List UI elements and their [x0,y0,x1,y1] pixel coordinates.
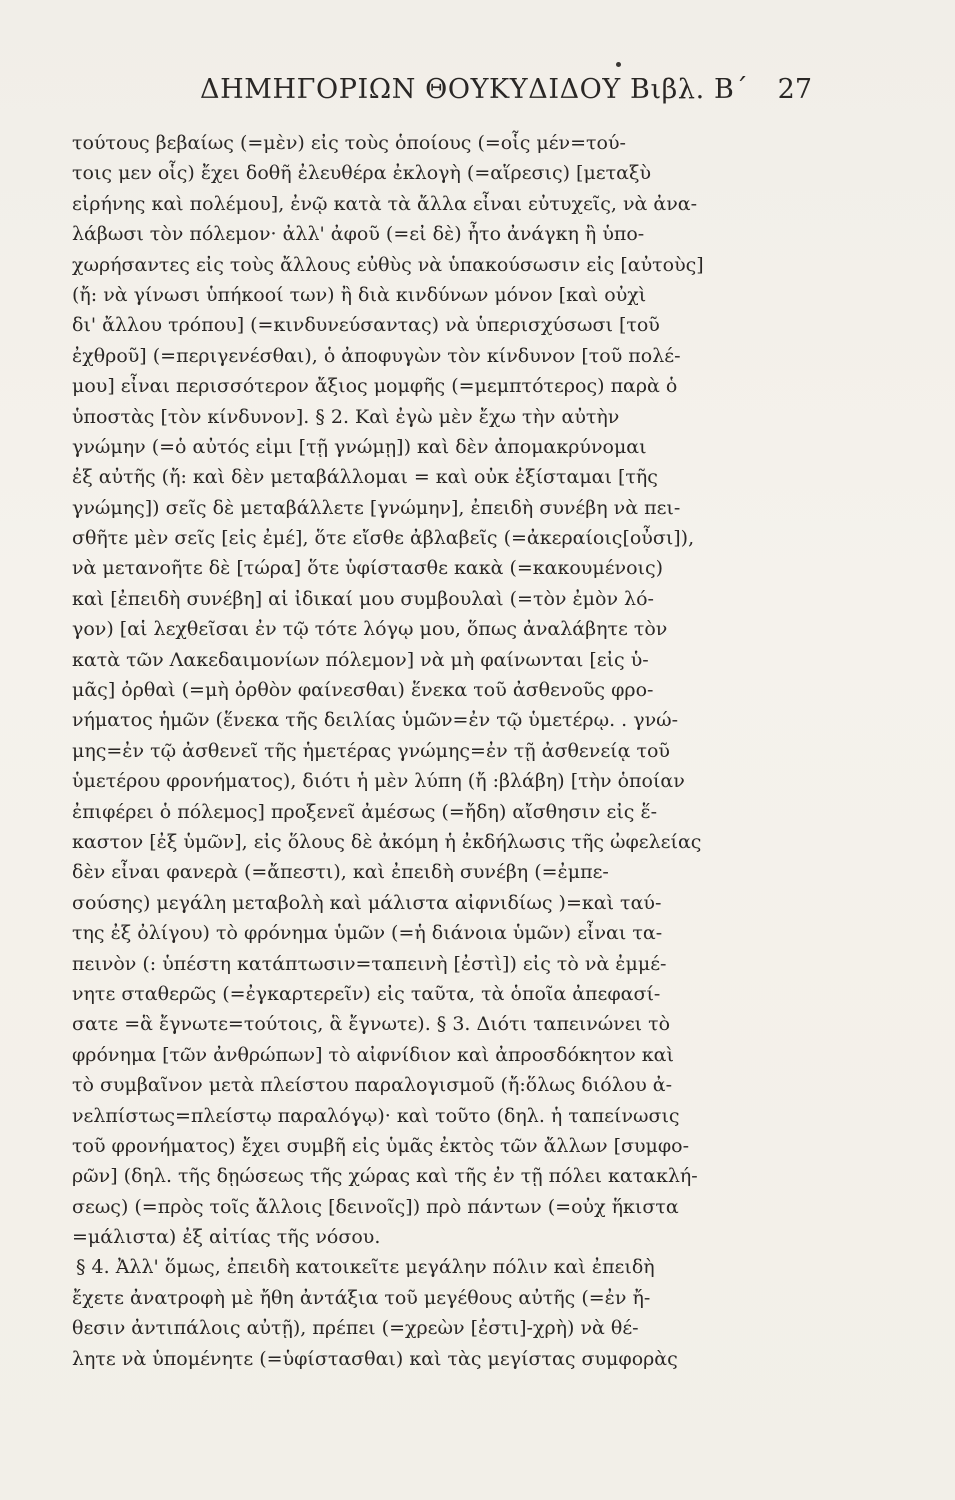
text-line: καὶ [ἐπειδὴ συνέβη] αἱ ἰδικαί μου συμβουλαὶ (=τὸν ἐμὸν λό- [72,587,654,610]
text-line: τοις μεν οἷς) ἔχει δοθῆ ἐλευθέρα ἐκλογὴ (=αἵρεσις) [μεταξὺ [72,162,652,185]
section-line: § 4. Ἀλλ' ὅμως, ἐπειδὴ κατοικεῖτε μεγάλην πόλιν καὶ ἐπειδὴ [76,1256,655,1279]
text-line: μης=ἐν τῷ ἀσθενεῖ τῆς ἡμετέρας γνώμης=ἐν τῇ ἀσθενείᾳ τοῦ [72,739,670,762]
text-line: λάβωσι τὸν πόλεμον· ἀλλ' ἀφοῦ (=εἰ δὲ) ἦτο ἀνάγκη ἢ ὑπο- [72,223,645,246]
text-line: νελπίστως=πλείστῳ παραλόγῳ)· καὶ τοῦτο (δηλ. ἡ ταπείνωσις [72,1104,680,1127]
text-line: κατὰ τῶν Λακεδαιμονίων πόλεμον] νὰ μὴ φαίνωνται [εἰς ὑ- [72,648,649,671]
text-line: τούτους βεβαίως (=μὲν) εἰς τοὺς ὁποίους (=οἷς μέν=τού- [72,132,626,154]
text-line: δὲν εἶναι φανερὰ (=ἄπεστι), καὶ ἐπειδὴ συνέβη (=ἐμπε- [72,861,609,884]
text-line: ρῶν] (δηλ. τῆς δῃώσεως τῆς χώρας καὶ τῆς ἐν τῇ πόλει κατακλή- [72,1165,698,1188]
text-line: της ἐξ ὀλίγου) τὸ φρόνημα ὑμῶν (=ἡ διάνοια ὑμῶν) εἶναι τα- [72,922,663,945]
text-line: γον) [αἱ λεχθεῖσαι ἐν τῷ τότε λόγῳ μου, ὅπως ἀναλάβητε τὸν [72,618,668,641]
text-line: νητε σταθερῶς (=ἐγκαρτερεῖν) εἰς ταῦτα, τὰ ὁποῖα ἀπεφασί- [72,982,661,1005]
text-line: νὰ μετανοῆτε δὲ [τώρα] ὅτε ὑφίστασθε κακὰ (=κακουμένοις) [72,557,664,580]
text-line: δι' ἄλλου τρόπου] (=κινδυνεύσαντας) νὰ ὑπερισχύσωσι [τοῦ [72,314,660,337]
text-line: λητε νὰ ὑπομένητε (=ὑφίστασθαι) καὶ τὰς μεγίστας συμφορὰς [72,1347,678,1370]
text-line: ὑποστὰς [τὸν κίνδυνον]. § 2. Καὶ ἐγὼ μὲν ἔχω τὴν αὐτὴν [72,405,620,428]
text-line: μου] εἶναι περισσότερον ἄξιος μομφῆς (=μεμπτότερος) παρὰ ὁ [72,375,678,398]
text-line: ἔχετε ἀνατροφὴ μὲ ἤθη ἀντάξια τοῦ μεγέθους αὐτῆς (=ἐν ἤ- [72,1286,651,1309]
page-header [200,74,812,114]
text-line: ἐξ αὐτῆς (ἤ: καὶ δὲν μεταβάλλομαι = καὶ οὐκ ἐξίσταμαι [τῆς [72,466,658,489]
body-text [72,128,820,1374]
text-line: φρόνημα [τῶν ἀνθρώπων] τὸ αἰφνίδιον καὶ ἀπροσδόκητον καὶ [72,1043,674,1066]
text-line: σθῆτε μὲν σεῖς [εἰς ἐμέ], ὅτε εἴσθε ἀβλαβεῖς (=ἀκεραίοις[οὖσι]), [72,527,695,550]
text-line: γνώμης]) σεῖς δὲ μεταβάλλετε [γνώμην], ἐπειδὴ συνέβη νὰ πει- [72,496,681,519]
text-line: νήματος ἡμῶν (ἕνεκα τῆς δειλίας ὑμῶν=ἐν τῷ ὑμετέρῳ. . γνώ- [72,709,679,732]
text-line: (ἤ: νὰ γίνωσι ὑπήκοοί των) ἢ διὰ κινδύνων μόνον [καὶ οὐχὶ [72,283,647,306]
running-title: ΔΗΜΗΓΟΡΙΩΝ ΘΟΥΚΥΔΙΔΟΥ Βιβλ. Β΄ [200,74,749,105]
text-line: καστον [ἐξ ὑμῶν], εἰς ὅλους δὲ ἀκόμη ἡ ἐκδήλωσις τῆς ὠφελείας [72,830,702,853]
text-line: χωρήσαντες εἰς τοὺς ἄλλους εὐθὺς νὰ ὑπακούσωσιν εἰς [αὐτοὺς] [72,253,704,276]
text-line: τὸ συμβαῖνον μετὰ πλείστου παραλογισμοῦ (ἤ:ὅλως διόλου ἀ- [72,1074,673,1097]
text-line: σατε =ἃ ἔγνωτε=τούτοις, ἃ ἔγνωτε). § 3. Διότι ταπεινώνει τὸ [72,1013,671,1036]
text-line: μᾶς] ὀρθαὶ (=μὴ ὀρθὸν φαίνεσθαι) ἕνεκα τοῦ ἀσθενοῦς φρο- [72,679,654,702]
text-line: ἐχθροῦ] (=περιγενέσθαι), ὁ ἀποφυγὼν τὸν κίνδυνον [τοῦ πολέ- [72,344,681,367]
text-line: εἰρήνης καὶ πολέμου], ἐνῷ κατὰ τὰ ἄλλα εἶναι εὐτυχεῖς, νὰ ἀνα- [72,192,698,215]
text-line: γνώμην (=ὁ αὐτός εἰμι [τῇ γνώμῃ]) καὶ δὲν ἀπομακρύνομαι [72,435,647,458]
ink-dot [616,62,621,67]
page-number: 27 [777,74,812,105]
text-line: =μάλιστα) ἐξ αἰτίας τῆς νόσου. [72,1226,381,1249]
text-line: πεινὸν (: ὑπέστη κατάπτωσιν=ταπεινὴ [ἐστὶ]) εἰς τὸ νὰ ἐμμέ- [72,952,667,975]
text-line: ἐπιφέρει ὁ πόλεμος] προξενεῖ ἀμέσως (=ἤδη) αἴσθησιν εἰς ἕ- [72,800,658,823]
text-line: τοῦ φρονήματος) ἔχει συμβῆ εἰς ὑμᾶς ἐκτὸς τῶν ἄλλων [συμφο- [72,1134,690,1157]
text-line: ὑμετέρου φρονήματος), διότι ἡ μὲν λύπη (ἤ :βλάβη) [τὴν ὁποίαν [72,770,685,793]
text-line: θεσιν ἀντιπάλοις αὐτῇ), πρέπει (=χρεὼν [ἐστι]-χρὴ) νὰ θέ- [72,1317,639,1340]
text-line: σούσης) μεγάλη μεταβολὴ καὶ μάλιστα αἰφνιδίως )=καὶ ταύ- [72,891,662,914]
text-line: σεως) (=πρὸς τοῖς ἄλλοις [δεινοῖς]) πρὸ πάντων (=οὐχ ἥκιστα [72,1195,679,1218]
